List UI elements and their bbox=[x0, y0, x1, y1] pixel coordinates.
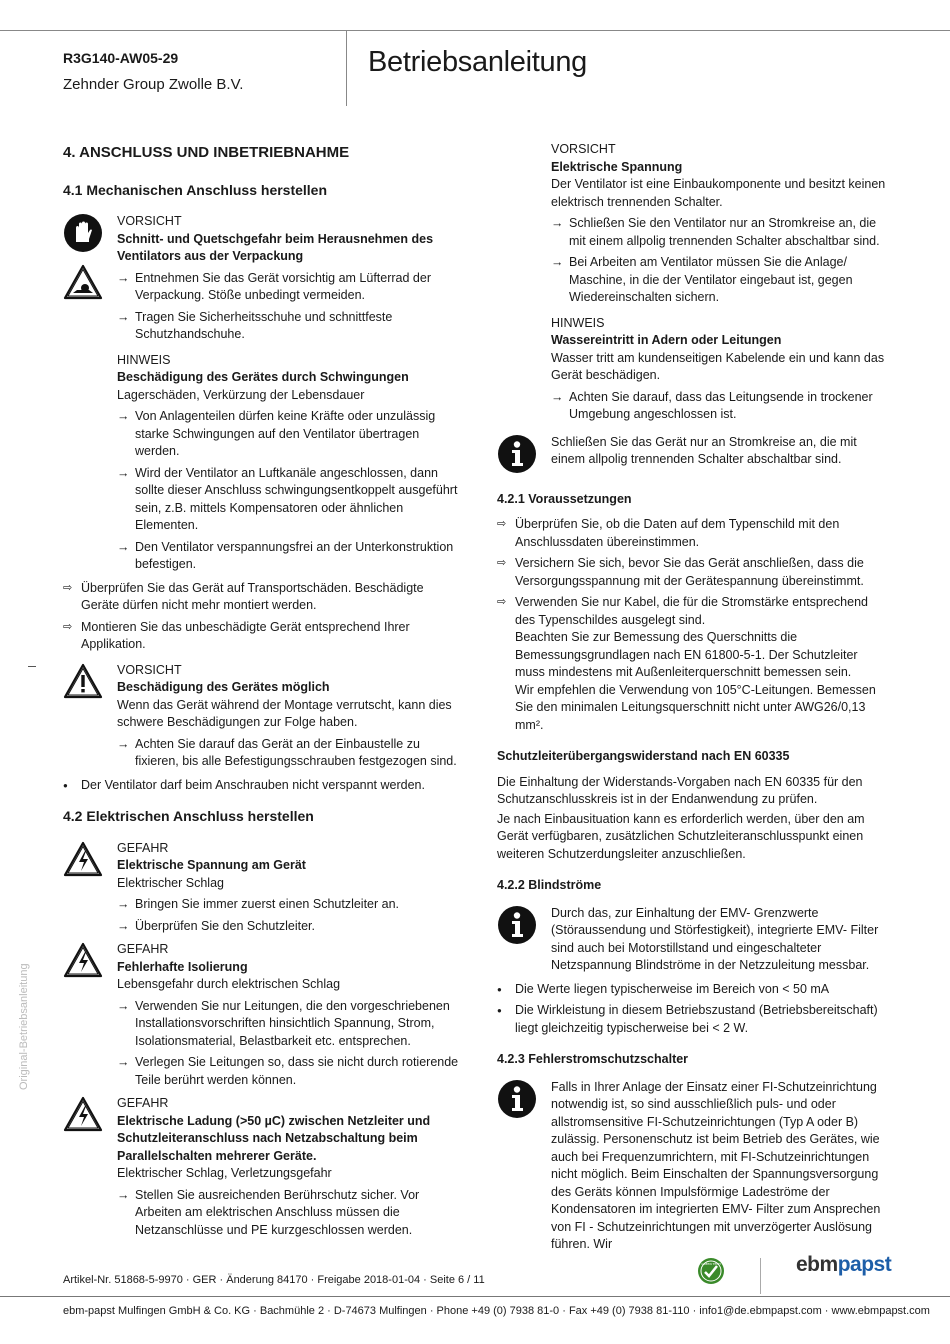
warning-text: Elektrischer Schlag, Verletzungsgefahr bbox=[117, 1166, 332, 1180]
signal-word: GEFAHR bbox=[117, 942, 169, 956]
paragraph: Je nach Einbausituation kann es erforderlich werden, über den am Gerät verfügbaren, zusätzlichen Schutzleiteranschlusspunkt einen weiteren Schutzerdungsleiter anzuschließen. bbox=[497, 811, 865, 861]
check-item: ⇨ Verwenden Sie nur Kabel, die für die Stromstärke entsprechend des Typenschildes ausgelegt sind. Beachten Sie zur Bemessung des Querschnitts die Bemessungsgrundlagen nach EN 61800-5-1. Der Schutzleiter muss mindestens mit Außenleiterquerschnitt bemessen sein. Wir empfehlen die Verwendung von 105°C-Leitungen. Bemessen Sie den minimalen Leitungsquerschnitt nicht unter AWG26/0,13 mm². bbox=[497, 594, 889, 734]
warning-text: Wenn das Gerät während der Montage verrutscht, kann dies schwere Beschädigungen zur Folge haben. bbox=[117, 697, 452, 729]
sidebar-label: Original-Betriebsanleitung bbox=[18, 963, 30, 1090]
check-item: ⇨ Überprüfen Sie das Gerät auf Transportschäden. Beschädigte Geräte dürfen nicht mehr montiert werden. bbox=[63, 580, 424, 612]
warning-text: Der Ventilator ist eine Einbaukomponente und besitzt keinen elektrisch trennenden Schalter. bbox=[551, 177, 886, 209]
warning-title: Elektrische Spannung bbox=[551, 159, 683, 174]
signal-word: GEFAHR bbox=[117, 1096, 169, 1110]
danger-block bbox=[63, 840, 463, 936]
warning-title: Beschädigung des Gerätes durch Schwingungen bbox=[117, 370, 409, 384]
action-step: → Tragen Sie Sicherheitsschuhe und schnittfeste Schutzhandschuhe. bbox=[117, 309, 393, 341]
action-step: → Den Ventilator verspannungsfrei an der Unterkonstruktion befestigen. bbox=[117, 539, 454, 571]
notice-block bbox=[497, 315, 889, 424]
brand-logo: ebmpapst bbox=[796, 1253, 892, 1276]
action-step: → Bei Arbeiten am Ventilator müssen Sie die Anlage/ Maschine, in die der Ventilator eingebaut ist, gegen Wiedereinschalten sichern. bbox=[551, 255, 853, 304]
action-step: → Wird der Ventilator an Luftkanäle angeschlossen, dann sollte dieser Anschluss schwingungsentkoppelt ausgeführt sein, z.B. mittels Kompensatoren oder ähnlichen Elementen. bbox=[117, 465, 458, 532]
greentech-badge-icon bbox=[697, 1257, 725, 1285]
info-icon bbox=[497, 1079, 537, 1119]
signal-word: HINWEIS bbox=[551, 315, 605, 330]
signal-word: HINWEIS bbox=[117, 352, 171, 367]
subsection-heading: 4.1 Mechanischen Anschluss herstellen bbox=[63, 181, 328, 198]
warning-text: Lagerschäden, Verkürzung der Lebensdauer bbox=[117, 387, 365, 402]
signal-word: GEFAHR bbox=[117, 840, 169, 855]
action-step: → Von Anlagenteilen dürfen keine Kräfte oder unzulässig starke Schwingungen auf den Ventilator übertragen werden. bbox=[117, 409, 436, 458]
warning-text: Lebensgefahr durch elektrischen Schlag bbox=[117, 977, 341, 991]
warning-text: Wasser tritt am kundenseitigen Kabelende ein und kann das Gerät beschädigen. bbox=[551, 350, 885, 382]
company-name: Zehnder Group Zwolle B.V. bbox=[63, 76, 244, 93]
danger-block bbox=[63, 941, 463, 1089]
info-text: Schließen Sie das Gerät nur an Stromkreise an, die mit einem allpolig trennenden Schalter abschaltbar sind. bbox=[551, 434, 857, 466]
notice-block bbox=[63, 352, 463, 574]
paragraph: Die Einhaltung der Widerstands-Vorgaben nach EN 60335 für den Schutzanschlusskreis ist in der Endanwendung zu prüfen. bbox=[497, 774, 863, 806]
action-step: → Schließen Sie den Ventilator nur an Stromkreise an, die mit einem allpolig trennenden Schalter abschaltbar sind. bbox=[551, 216, 880, 248]
signal-word: VORSICHT bbox=[117, 214, 182, 228]
info-text: Durch das, zur Einhaltung der EMV- Grenzwerte (Störaussendung und Störfestigkeit), integrierte EMV- Filter sind auch bei Motorstillstand und eingeschalteter Netzspannung Blindströme in der Netzzuleitung messbar. bbox=[551, 905, 879, 972]
warning-text: Elektrischer Schlag bbox=[117, 875, 224, 890]
warning-title: Wassereintritt in Adern oder Leitungen bbox=[551, 333, 782, 347]
info-text: Falls in Ihrer Anlage der Einsatz einer FI-Schutzeinrichtung notwendig ist, so sind ausschließlich puls- und oder allstromsensitive FI-Schutzeinrichtungen (Typ A oder B) zulässig. Personenschutz ist beim Betrieb des Gerätes, wie auch bei Frequenzumrichtern, mit FI-Schutzeinrichtungen nicht möglich. Beim Einschalten der Spannungsversorgung des Geräts können Impulsförmige Ladeströme der Kondensatoren im integrierten EMV- Filter zum Ansprechen von FI - Schutzeinrichtungen mit unverzögerter Auslösung führen. Wir bbox=[551, 1079, 881, 1251]
top-rule bbox=[0, 30, 950, 31]
company-address: ebm-papst Mulfingen GmbH & Co. KG · Bachmühle 2 · D-74673 Mulfingen · Phone +49 (0) 7938 81-0 · Fax +49 (0) 7938 81-110 · info1@de.ebmpapst.com · www.ebmpapst.com bbox=[63, 1305, 930, 1317]
check-item: ⇨ Versichern Sie sich, bevor Sie das Gerät anschließen, dass die Versorgungsspannung mit der Gerätespannung übereinstimmt. bbox=[497, 556, 864, 588]
footer-rule bbox=[0, 1296, 950, 1297]
signal-word: VORSICHT bbox=[117, 662, 182, 677]
section-heading: 4. ANSCHLUSS UND INBETRIEBNAHME bbox=[63, 144, 350, 161]
right-column bbox=[497, 141, 889, 1260]
electric-hazard-icon bbox=[63, 941, 103, 979]
subsection-heading: 4.2.1 Voraussetzungen bbox=[497, 491, 632, 506]
warning-block bbox=[63, 213, 463, 344]
action-step: → Achten Sie darauf das Gerät an der Einbaustelle zu fixieren, bis alle Befestigungsschrauben festgezogen sind. bbox=[117, 736, 457, 768]
subsection-heading: Schutzleiterübergangswiderstand nach EN 60335 bbox=[497, 749, 790, 763]
subsection-heading: 4.2.3 Fehlerstromschutzschalter bbox=[497, 1052, 689, 1066]
action-step: → Überprüfen Sie den Schutzleiter. bbox=[117, 918, 315, 933]
product-code: R3G140-AW05-29 bbox=[63, 50, 179, 66]
gloves-icon bbox=[63, 213, 103, 253]
action-step: → Entnehmen Sie das Gerät vorsichtig am Lüfterrad der Verpackung. Stöße unbedingt vermeiden. bbox=[117, 270, 431, 302]
check-item-detail: Beachten Sie zur Bemessung des Querschnitts die Bemessungsgrundlagen nach EN 61800-5-1. Der Schutzleiter muss mindestens mit Außenleiterquerschnitt bemessen sein. bbox=[515, 630, 858, 679]
action-step: → Bringen Sie immer zuerst einen Schutzleiter an. bbox=[117, 897, 400, 911]
action-step: → Verwenden Sie nur Leitungen, die den vorgeschriebenen Installationsvorschriften hinsichtlich Spannung, Strom, Isolationsmaterial, Belastbarkeit etc. entsprechen. bbox=[117, 998, 450, 1048]
document-info: Artikel-Nr. 51868-5-9970 · GER · Änderung 84170 · Freigabe 2018-01-04 · Seite 6 / 11 bbox=[63, 1274, 485, 1286]
header-divider bbox=[346, 30, 347, 106]
bullet-item: ● Die Wirkleistung in diesem Betriebszustand (Betriebsbereitschaft) liegt gleichzeitig typischerweise bei < 2 W. bbox=[497, 1003, 878, 1035]
bullet-item: ● Der Ventilator darf beim Anschrauben nicht verspannt werden. bbox=[63, 777, 425, 792]
left-column bbox=[63, 144, 463, 1245]
info-block bbox=[497, 1079, 889, 1254]
signal-word: VORSICHT bbox=[551, 142, 616, 156]
danger-block bbox=[63, 1095, 463, 1239]
warning-title: Fehlerhafte Isolierung bbox=[117, 959, 248, 974]
warning-block bbox=[497, 141, 889, 307]
subsection-heading: 4.2 Elektrischen Anschluss herstellen bbox=[63, 808, 314, 824]
warning-block bbox=[63, 662, 463, 771]
warning-title: Elektrische Ladung (>50 µC) zwischen Netzleiter und Schutzleiteranschluss nach Netzabschaltung beim Parallelschalten mehrerer Geräte. bbox=[117, 1113, 431, 1163]
info-icon bbox=[497, 434, 537, 474]
electric-hazard-icon bbox=[63, 840, 103, 878]
info-icon bbox=[497, 905, 537, 945]
warning-title: Beschädigung des Gerätes möglich bbox=[117, 680, 330, 694]
document-title: Betriebsanleitung bbox=[368, 46, 587, 78]
subsection-heading: 4.2.2 Blindströme bbox=[497, 878, 602, 892]
check-item-detail: Wir empfehlen die Verwendung von 105°C-Leitungen. Bemessen Sie den minimalen Leitungsquerschnitt nicht unter AWG26/0,13 mm². bbox=[515, 682, 876, 732]
bullet-item: ● Die Werte liegen typischerweise im Bereich von < 50 mA bbox=[497, 981, 830, 996]
general-warning-icon bbox=[63, 662, 103, 700]
electric-hazard-icon bbox=[63, 1095, 103, 1133]
info-block bbox=[497, 434, 889, 469]
check-item: ⇨ Überprüfen Sie, ob die Daten auf dem Typenschild mit den Anschlussdaten übereinstimmen. bbox=[497, 517, 840, 549]
crush-warning-icon bbox=[63, 263, 103, 301]
margin-mark bbox=[28, 666, 36, 667]
warning-title: Schnitt- und Quetschgefahr beim Herausnehmen des Ventilators aus der Verpackung bbox=[117, 231, 434, 263]
svg-text:GREEN TECH: GREEN TECH bbox=[701, 1262, 721, 1266]
logo-divider bbox=[760, 1258, 761, 1294]
check-item: ⇨ Montieren Sie das unbeschädigte Gerät entsprechend Ihrer Applikation. bbox=[63, 619, 410, 651]
warning-title: Elektrische Spannung am Gerät bbox=[117, 858, 306, 872]
action-step: → Stellen Sie ausreichenden Berührschutz sicher. Vor Arbeiten am elektrischen Anschluss müssen die Netzanschlüsse und PE kurzgeschlossen werden. bbox=[117, 1187, 420, 1237]
info-block bbox=[497, 905, 889, 975]
action-step: → Verlegen Sie Leitungen so, dass sie nicht durch rotierende Teile berührt werden können. bbox=[117, 1055, 459, 1087]
action-step: → Achten Sie darauf, dass das Leitungsende in trockener Umgebung angeschlossen ist. bbox=[551, 389, 873, 421]
